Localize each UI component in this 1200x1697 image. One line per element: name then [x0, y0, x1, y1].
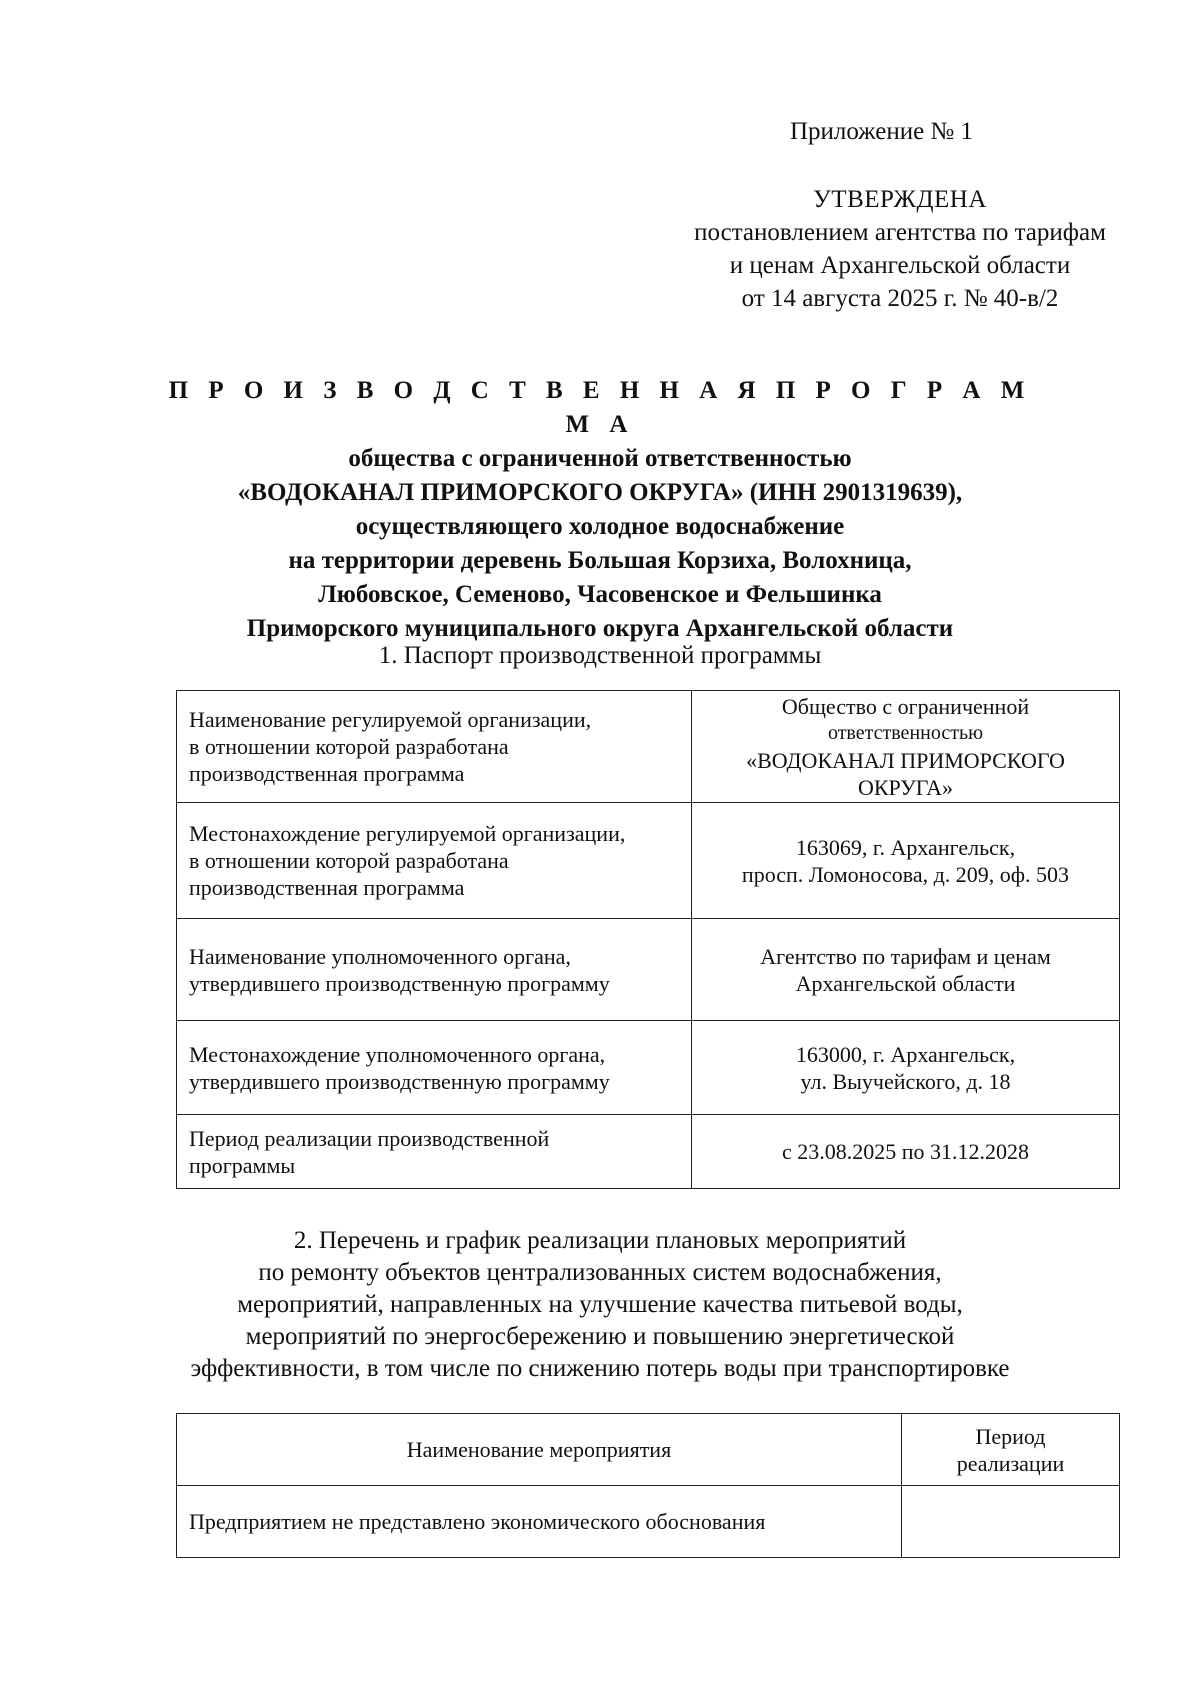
section2-title-line: мероприятий по энергосбережению и повышению энергетической [245, 1323, 955, 1350]
table-row [177, 1021, 1120, 1115]
table-cell-value [692, 803, 1120, 919]
cell-line: просп. Ломоносова, д. 209, оф. 503 [741, 861, 1070, 887]
section1-title-text: 1. Паспорт производственной программы [378, 642, 822, 669]
cell-line: Период [975, 1423, 1046, 1449]
cell-line: «ВОДОКАНАЛ ПРИМОРСКОГО [746, 747, 1065, 773]
table-cell-value [692, 1115, 1120, 1189]
cell-line: Период реализации производственной [189, 1125, 550, 1151]
table-row [177, 1115, 1120, 1189]
cell-line: 163069, г. Архангельск, [795, 834, 1016, 860]
table-row [177, 803, 1120, 919]
title-main: П Р О И З В О Д С Т В Е Н Н А Я П Р О Г Р А М М А [168, 377, 1032, 438]
section2-title-line: мероприятий, направленных на улучшение качества питьевой воды, [237, 1291, 963, 1318]
cell-line: Архангельской области [795, 970, 1016, 996]
cell-line: с 23.08.2025 по 31.12.2028 [781, 1139, 1030, 1164]
title-line-2: «ВОДОКАНАЛ ПРИМОРСКОГО ОКРУГА» (ИНН 2901319639), [237, 479, 963, 506]
approved-line-2: и ценам Архангельской области [729, 252, 1071, 279]
table-cell-value [692, 691, 1120, 803]
section1-title [150, 640, 1050, 672]
cell-line: производственная программа [189, 761, 465, 786]
cell-line: программы [189, 1152, 296, 1178]
column-header-name: Наименование мероприятия [177, 1414, 902, 1486]
section2-title-line: 2. Перечень и график реализации плановых мероприятий [293, 1227, 907, 1254]
event-period-cell [902, 1486, 1120, 1558]
approval-stamp [650, 183, 1150, 315]
document-title [150, 374, 1050, 646]
approved-label: УТВЕРЖДЕНА [813, 186, 987, 213]
section2-title [150, 1225, 1050, 1385]
approved-line-1: постановлением агентства по тарифам [694, 219, 1106, 246]
cell-line: Наименование регулируемой организации, [189, 707, 592, 732]
events-table [176, 1413, 1120, 1558]
cell-line: Наименование уполномоченного органа, [189, 943, 571, 969]
table-row [177, 691, 1120, 803]
title-line-1: общества с ограниченной ответственностью [348, 445, 852, 472]
cell-line: утвердившего производственную программу [189, 1068, 610, 1094]
column-header-period [902, 1414, 1120, 1486]
title-line-6: Приморского муниципального округа Архангельской области [246, 615, 954, 642]
table-cell-key [177, 1021, 692, 1115]
title-line-4: на территории деревень Большая Корзиха, Волохница, [288, 547, 912, 574]
cell-line: ОКРУГА» [857, 774, 954, 800]
title-line-3: осуществляющего холодное водоснабжение [355, 513, 845, 540]
passport-table [176, 690, 1120, 1189]
cell-line: утвердившего производственную программу [189, 970, 610, 996]
approved-line-3: от 14 августа 2025 г. № 40-в/2 [741, 285, 1059, 312]
cell-line: Агентство по тарифам и ценам [760, 943, 1051, 969]
cell-line: в отношении которой разработана [189, 848, 509, 873]
table-cell-key [177, 919, 692, 1021]
section2-title-line: эффективности, в том числе по снижению потерь воды при транспортировке [190, 1355, 1010, 1382]
table-cell-value [692, 1021, 1120, 1115]
table-row [177, 1486, 1120, 1558]
title-line-5: Любовское, Семеново, Часовенское и Фельшинка [318, 581, 882, 608]
appendix-label: Приложение № 1 [790, 118, 974, 145]
table-cell-key [177, 1115, 692, 1189]
section2-title-line: по ремонту объектов централизованных систем водоснабжения, [258, 1259, 942, 1286]
cell-line: производственная программа [189, 875, 465, 900]
cell-line: Местонахождение регулируемой организации, [189, 821, 626, 846]
table-cell-key [177, 691, 692, 803]
table-cell-key [177, 803, 692, 919]
event-name-cell: Предприятием не представлено экономического обоснования [177, 1486, 902, 1558]
table-cell-value [692, 919, 1120, 1021]
cell-line: ответственностью [827, 721, 984, 744]
cell-line: в отношении которой разработана [189, 734, 509, 759]
cell-line: Местонахождение уполномоченного органа, [189, 1041, 606, 1067]
table-header-row [177, 1414, 1120, 1486]
cell-line: 163000, г. Архангельск, [795, 1041, 1016, 1067]
cell-line: Общество с ограниченной [781, 693, 1030, 719]
table-row [177, 919, 1120, 1021]
cell-line: ул. Выучейского, д. 18 [800, 1068, 1011, 1094]
cell-line: реализации [956, 1450, 1065, 1476]
